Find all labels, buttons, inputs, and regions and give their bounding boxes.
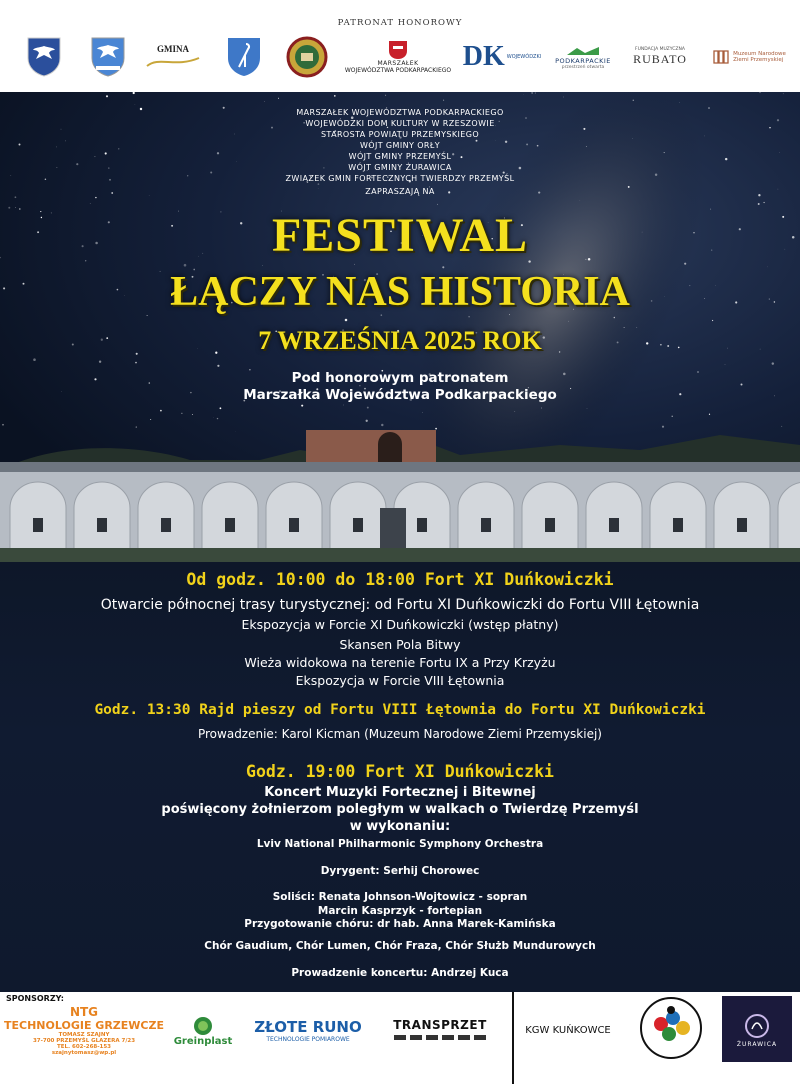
section1-item-1: Otwarcie północnej trasy turystycznej: od Fortu XI Duńkowiczki do Fortu VIII Łętownia [100,597,700,613]
kgw-emblem [636,996,706,1060]
ntg-email: szajnytomasz@wp.pl [51,1049,117,1056]
marszalek-label-1: MARSZAŁEK [377,60,419,67]
ntg-logo [2,998,166,1062]
concert-line-3: w wykonaniu: [349,819,451,834]
greinplast-label: Greinplast [173,1035,233,1047]
patronage-title: PATRONAT HONOROWY [337,18,463,28]
section1-item-2: Ekspozycja w Forcie XI Duńkowiczki (wstęp płatny) [241,617,559,632]
zurawica-logo [722,996,792,1062]
organizer-line: STAROSTA POWIATU PRZEMYSKIEGO [320,130,480,139]
section1-item-5: Ekspozycja w Forcie VIII Łętownia [295,673,505,688]
zlote-runo-tagline: TECHNOLOGIE POMIAROWE [266,1035,350,1043]
rubato-label-2: RUBATO [633,52,687,66]
concert-line-1: Koncert Muzyki Fortecznej i Bitewnej [264,785,536,800]
muzeum-label-2: Ziemi Przemyskiej [733,57,784,63]
sponsors-label: SPONSORZY: [6,994,64,1003]
patronage-line-2: Marszałka Województwa Podkarpackiego [243,387,557,403]
wdk-small-label: WOJEWÓDZKI [506,54,542,60]
ntg-owner: TOMASZ SZAJNY [58,1031,110,1038]
sponsor-divider [512,992,514,1084]
transprzet-logo [380,998,500,1062]
ntg-tagline: TECHNOLOGIE GRZEWCZE [4,1018,164,1032]
muzeum-logo [704,36,794,78]
patronage-header [0,0,800,92]
marszalek-logo [342,36,454,78]
organizer-line: WÓJT GMINY ORŁY [359,141,441,150]
fortress-union-logo [284,36,330,78]
organizer-line: WOJEWÓDZKI DOM KULTURY W RZESZOWIE [305,119,495,128]
sponsors-bar [0,992,800,1084]
concert-line-2: poświęcony żołnierzom poległym w walkach o Twierdzę Przemyśl [161,802,639,817]
rubato-label-1: FUNDACJA MUZYCZNA [635,47,685,52]
organizer-line: MARSZAŁEK WOJEWÓDZTWA PODKARPACKIEGO [296,108,504,117]
podkarpackie-tagline: przestrzeń otwarta [561,64,605,70]
ntg-name: NTG [69,1004,99,1019]
muzeum-label-1: Muzeum Narodowe [733,51,786,57]
wdk-label: DK [462,41,505,72]
gmina-label: GMINA [157,44,189,54]
choirs: Chór Gaudium, Chór Lumen, Chór Fraza, Chór Służb Mundurowych [204,940,596,952]
section1-heading: Od godz. 10:00 do 18:00 Fort XI Duńkowiczki [186,570,614,589]
festival-title: FESTIWAL [271,209,529,262]
patronage-line-1: Pod honorowym patronatem [291,370,509,386]
orchestra: Lviv National Philharmonic Symphony Orchestra [256,838,544,850]
marszalek-label-2: WOJEWÓDZTWA PODKARPACKIEGO [344,67,452,74]
organizer-line: WÓJT GMINY PRZEMYŚL [348,152,452,161]
zlote-runo-logo [242,998,374,1062]
section3-heading: Godz. 19:00 Fort XI Duńkowiczki [246,762,554,781]
festival-subtitle: ŁĄCZY NAS HISTORIA [170,269,630,315]
organizer-line: WÓJT GMINY ŻURAWICA [348,163,452,172]
section2-heading: Godz. 13:30 Rajd pieszy od Fortu VIII Łętownia do Fortu XI Duńkowiczki [94,702,706,718]
invite-text: ZAPRASZAJĄ NA [365,187,435,196]
fort-illustration [0,430,800,580]
greinplast-logo [170,998,236,1062]
podkarpackie-label: PODKARPACKIE [555,56,611,65]
heron-crest-logo [222,36,266,78]
transprzet-label: TRANSPRZET [393,1018,487,1032]
county-crest-logo [86,36,130,78]
conductor: Dyrygent: Serhij Chorowec [320,865,480,877]
gmina-orly-logo [142,36,204,78]
wdk-logo [462,36,542,78]
organizer-line: ZWIĄZEK GMIN FORTECZNYCH TWIERDZY PRZEMYŚL [285,174,515,183]
kgw-label: KGW KUŃKOWCE [525,1024,611,1036]
section2-lead: Prowadzenie: Karol Kicman (Muzeum Narodowe Ziemi Przemyskiej) [197,727,602,741]
podkarpackie-logo [548,36,618,78]
rubato-logo [628,36,692,78]
section1-item-4: Wieża widokowa na terenie Fortu IX a Przy Krzyżu [244,655,556,670]
soloist-2: Marcin Kasprzyk - fortepian [317,905,483,917]
ntg-phone: TEL. 602-268-153 [56,1043,112,1050]
soloist-1: Soliści: Renata Johnson-Wojtowicz - sopran [272,891,528,903]
choir-prep: Przygotowanie chóru: dr hab. Anna Marek-Kamińska [244,918,556,930]
section1-item-3: Skansen Pola Bitwy [339,637,461,652]
kgw-label-box [516,998,620,1062]
festival-date: 7 WRZEŚNIA 2025 ROK [258,326,542,355]
eagle-crest-logo [22,36,66,78]
concert-host: Prowadzenie koncertu: Andrzej Kuca [291,967,509,979]
zlote-runo-label: ZŁOTE RUNO [254,1017,362,1036]
zurawica-label: ŻURAWICA [736,1040,778,1048]
ntg-address: 37-700 PRZEMYŚL GLAZERA 7/23 [32,1037,136,1044]
